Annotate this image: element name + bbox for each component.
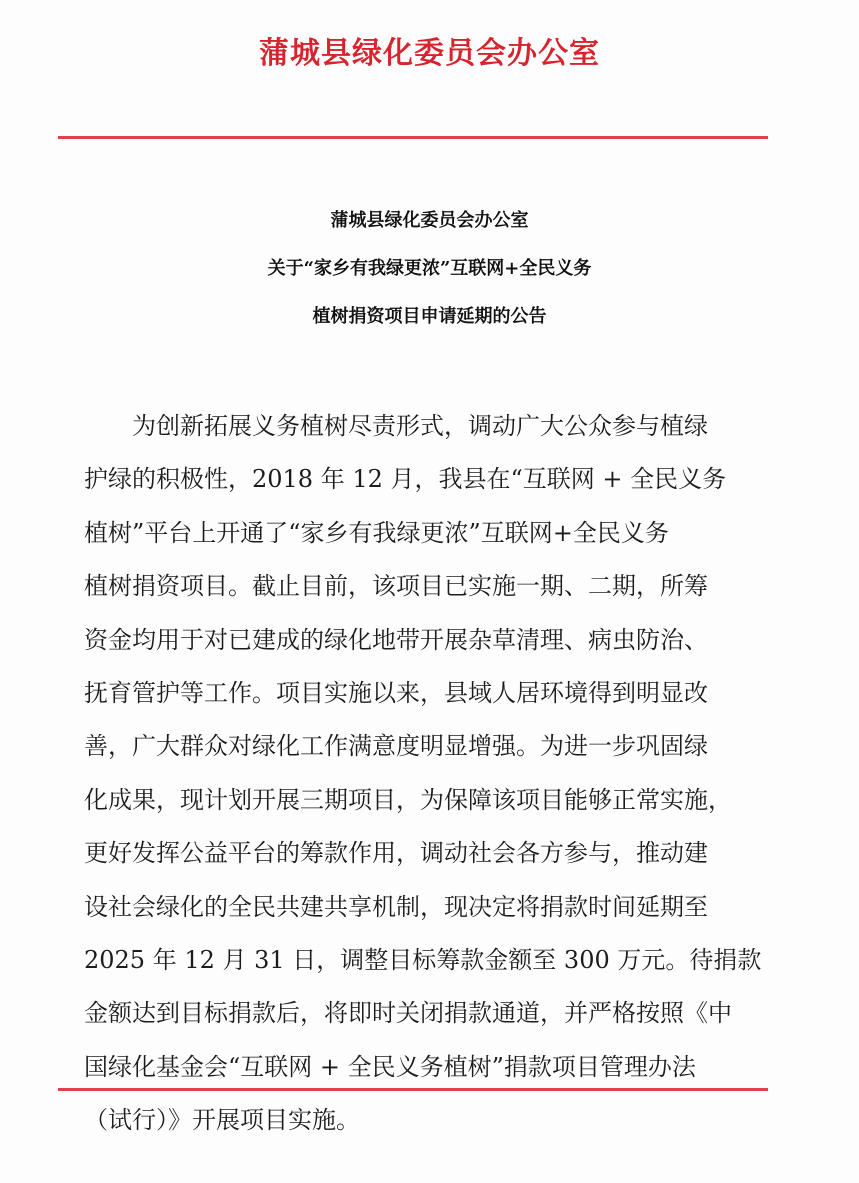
notice-title-line-3: 植树捐资项目申请延期的公告 — [312, 306, 547, 327]
body-line: 化成果，现计划开展三期项目，为保障该项目能够正常实施， — [84, 785, 732, 814]
body-line: 设社会绿化的全民共建共享机制，现决定将捐款时间延期至 — [84, 892, 708, 921]
body-line: 更好发挥公益平台的筹款作用，调动社会各方参与，推动建 — [84, 839, 708, 868]
body-line: 植树捐资项目。截止目前，该项目已实施一期、二期，所筹 — [84, 572, 708, 601]
letterhead-title: 蒲城县绿化委员会办公室 — [259, 36, 600, 71]
notice-title-line-2: 关于“家乡有我绿更浓”互联网+全民义务 — [267, 258, 592, 279]
body-line: 2025 年 12 月 31 日，调整目标筹款金额至 300 万元。待捐款 — [84, 945, 762, 974]
body-line: 善，广大群众对绿化工作满意度明显增强。为进一步巩固绿 — [84, 732, 708, 761]
body-line: 为创新拓展义务植树尽责形式，调动广大公众参与植绿 — [132, 412, 708, 440]
body-line: 国绿化基金会“互联网 + 全民义务植树”捐款项目管理办法 — [84, 1052, 696, 1081]
body-line: （试行）》开展项目实施。 — [84, 1106, 360, 1135]
notice-body — [84, 400, 762, 1147]
body-line: 抚育管护等工作。项目实施以来，县域人居环境得到明显改 — [84, 678, 708, 707]
body-line: 金额达到目标捐款后，将即时关闭捐款通道，并严格按照《中 — [84, 999, 732, 1028]
body-line: 植树”平台上开通了“家乡有我绿更浓”互联网+全民义务 — [84, 518, 669, 547]
notice-title-line-1: 蒲城县绿化委员会办公室 — [330, 210, 529, 231]
body-line: 护绿的积极性，2018 年 12 月，我县在“互联网 + 全民义务 — [84, 465, 727, 494]
letterhead-divider-top — [58, 136, 768, 139]
footer-divider — [58, 1088, 768, 1091]
notice-title — [0, 197, 859, 341]
body-line: 资金均用于对已建成的绿化地带开展杂草清理、病虫防治、 — [84, 625, 708, 654]
